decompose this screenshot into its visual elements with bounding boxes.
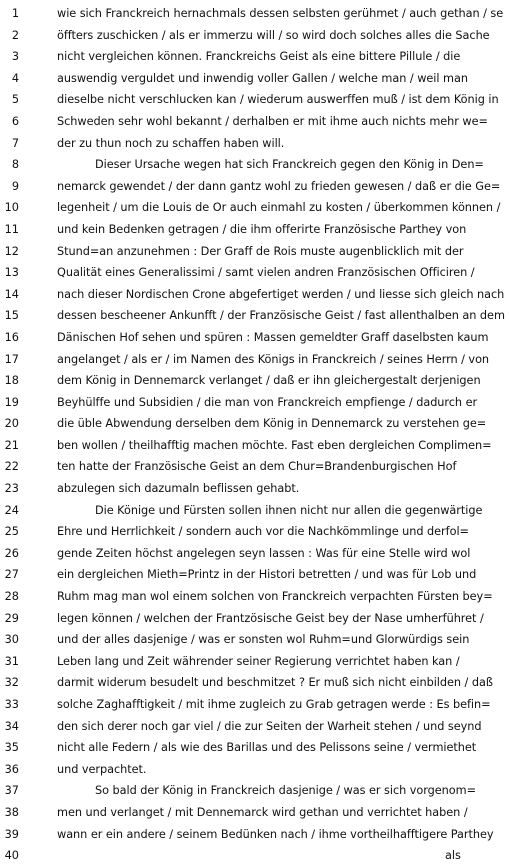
line-number: 37 bbox=[4, 784, 19, 798]
line-number: 21 bbox=[4, 438, 19, 452]
text-line bbox=[0, 845, 509, 867]
line-number: 8 bbox=[11, 158, 19, 172]
line-text: So bald der König in Franckreich dasjenige / was er sich vorgenom= bbox=[95, 784, 477, 798]
line-number: 24 bbox=[4, 503, 19, 517]
line-number: 33 bbox=[4, 698, 19, 711]
text-line bbox=[0, 133, 509, 155]
text-line bbox=[0, 737, 509, 759]
line-text: angelanget / als er / im Namen des Königs in Franckreich / seines Herrn / von bbox=[57, 352, 490, 366]
text-line bbox=[0, 284, 509, 306]
text-line bbox=[0, 802, 509, 824]
text-line bbox=[0, 780, 509, 802]
line-number: 40 bbox=[4, 849, 19, 863]
text-line bbox=[0, 349, 509, 371]
line-number: 10 bbox=[4, 201, 19, 215]
text-line bbox=[0, 759, 509, 781]
line-text: ten hatte der Französische Geist an dem Chur=Brandenburgischen Hof bbox=[57, 460, 457, 474]
line-text: solche Zaghafftigkeit / mit ihme zugleich zu Grab getragen werde : Es befin= bbox=[57, 698, 491, 711]
line-text: Ehre und Herrlichkeit / sondern auch vor die Nachkömmlinge und derfol= bbox=[57, 525, 469, 539]
text-line bbox=[0, 46, 509, 68]
text-line bbox=[0, 305, 509, 327]
text-line bbox=[0, 241, 509, 263]
line-text: nemarck gewendet / der dann gantz wohl zu frieden gewesen / daß er die Ge= bbox=[57, 179, 501, 193]
line-text: Ruhm mag man wol einem solchen von Franckreich verpachten Fürsten bey= bbox=[57, 590, 493, 604]
line-text: und verpachtet. bbox=[57, 762, 147, 776]
line-text: und der alles dasjenige / was er sonsten wol Ruhm=und Glorwürdigs sein bbox=[57, 633, 470, 647]
line-text: dessen bescheener Ankunfft / der Französische Geist / fast allenthalben an dem bbox=[57, 309, 505, 323]
text-line bbox=[0, 3, 509, 25]
line-number: 9 bbox=[11, 179, 19, 193]
text-line bbox=[0, 824, 509, 846]
line-text: nicht alle Federn / als wie des Barillas und des Pelissons seine / vermiethet bbox=[57, 741, 477, 755]
line-number: 13 bbox=[4, 266, 19, 280]
text-line bbox=[0, 25, 509, 47]
text-line bbox=[0, 521, 509, 543]
line-text: dieselbe nicht verschlucken kan / wiederum auswerffen muß / ist dem König in bbox=[57, 93, 499, 107]
text-line bbox=[0, 608, 509, 630]
line-number: 12 bbox=[4, 244, 19, 258]
line-number: 14 bbox=[4, 287, 19, 301]
text-line bbox=[0, 327, 509, 349]
text-line bbox=[0, 219, 509, 241]
line-text: nach dieser Nordischen Crone abgefertiget werden / und liesse sich gleich nach bbox=[57, 287, 505, 301]
text-line bbox=[0, 629, 509, 651]
line-text: ben wollen / theilhafftig machen möchte. Fast eben dergleichen Complimen= bbox=[57, 438, 492, 452]
text-line bbox=[0, 564, 509, 586]
text-line bbox=[0, 392, 509, 414]
text-line bbox=[0, 111, 509, 133]
text-line bbox=[0, 176, 509, 198]
line-text: Stund=an anzunehmen : Der Graff de Rois muste augenblicklich mit der bbox=[57, 244, 464, 258]
text-line bbox=[0, 456, 509, 478]
text-line bbox=[0, 586, 509, 608]
line-number: 20 bbox=[4, 417, 19, 431]
line-number: 18 bbox=[4, 374, 19, 388]
text-line bbox=[0, 651, 509, 673]
line-number: 38 bbox=[4, 805, 19, 819]
line-number: 16 bbox=[4, 330, 19, 344]
line-number: 28 bbox=[4, 590, 19, 604]
line-number: 29 bbox=[4, 611, 19, 625]
line-text: Leben lang und Zeit währender seiner Regierung verrichtet haben kan / bbox=[57, 654, 460, 668]
line-number: 19 bbox=[4, 395, 19, 409]
text-line bbox=[0, 262, 509, 284]
line-number: 25 bbox=[4, 525, 19, 539]
line-text: men und verlanget / mit Dennemarck wird gethan und verrichtet haben / bbox=[57, 805, 468, 819]
line-text: wie sich Franckreich hernachmals dessen selbsten gerühmet / auch gethan / se bbox=[57, 7, 504, 20]
line-text: den sich derer noch gar viel / die zur Seiten der Warheit stehen / und seynd bbox=[57, 719, 482, 733]
text-line bbox=[0, 435, 509, 457]
line-number: 11 bbox=[4, 222, 19, 236]
text-line bbox=[0, 543, 509, 565]
line-text: und kein Bedenken getragen / die ihm offerirte Französische Parthey von bbox=[57, 222, 467, 236]
line-text: legenheit / um die Louis de Or auch einmahl zu kosten / überkommen können / bbox=[57, 201, 501, 215]
text-line bbox=[0, 500, 509, 522]
text-line bbox=[0, 716, 509, 738]
line-text: der zu thun noch zu schaffen haben will. bbox=[57, 136, 285, 150]
line-text: Beyhülffe und Subsidien / die man von Franckreich empfienge / dadurch er bbox=[57, 395, 478, 409]
line-number: 3 bbox=[11, 50, 19, 64]
line-text: auswendig verguldet und inwendig voller Gallen / welche man / weil man bbox=[57, 71, 468, 85]
text-line bbox=[0, 672, 509, 694]
line-number: 5 bbox=[11, 93, 19, 107]
line-number: 35 bbox=[4, 741, 19, 755]
text-line bbox=[0, 89, 509, 111]
text-line bbox=[0, 478, 509, 500]
text-line bbox=[0, 154, 509, 176]
line-text: legen können / welchen der Frantzösische Geist bey der Nase umherführet / bbox=[57, 611, 484, 625]
line-text: ein dergleichen Mieth=Printz in der Histori betretten / und was für Lob und bbox=[57, 568, 477, 582]
line-text: Die Könige und Fürsten sollen ihnen nicht nur allen die gegenwärtige bbox=[95, 503, 483, 517]
text-line bbox=[0, 370, 509, 392]
line-number: 4 bbox=[11, 71, 19, 85]
text-line bbox=[0, 197, 509, 219]
line-number: 22 bbox=[4, 460, 19, 474]
line-number: 34 bbox=[4, 719, 19, 733]
text-line bbox=[0, 694, 509, 716]
line-text: Qualität eines Generalissimi / samt vielen andren Französischen Officiren / bbox=[57, 266, 475, 280]
line-number: 30 bbox=[4, 633, 19, 647]
line-number: 7 bbox=[11, 136, 19, 150]
line-number: 27 bbox=[4, 568, 19, 582]
line-text: Dänischen Hof sehen und spüren : Massen gemeldter Graff daselbsten kaum bbox=[57, 330, 489, 344]
catchword: als bbox=[445, 849, 461, 863]
line-text: gende Zeiten höchst angelegen seyn lassen : Was für eine Stelle wird wol bbox=[57, 546, 471, 560]
line-number: 31 bbox=[4, 654, 19, 668]
line-number: 1 bbox=[11, 7, 19, 20]
line-number: 6 bbox=[11, 114, 19, 128]
line-number: 39 bbox=[4, 827, 19, 841]
text-line bbox=[0, 68, 509, 90]
line-text: Dieser Ursache wegen hat sich Franckreich gegen den König in Den= bbox=[95, 158, 484, 172]
text-line bbox=[0, 413, 509, 435]
line-number: 15 bbox=[4, 309, 19, 323]
line-number: 26 bbox=[4, 546, 19, 560]
line-text: die üble Abwendung derselben dem König in Dennemarck zu verstehen ge= bbox=[57, 417, 487, 431]
line-text: abzulegen sich dazumaln beflissen gehabt. bbox=[57, 482, 300, 496]
line-number: 2 bbox=[11, 28, 19, 42]
line-text: öffters zuschicken / als er immerzu will / so wird doch solches alles die Sache bbox=[57, 28, 490, 42]
line-text: Schweden sehr wohl bekannt / derhalben er mit ihme auch nichts mehr we= bbox=[57, 114, 488, 128]
line-text: darmit widerum besudelt und beschmitzet ? Er muß sich nicht einbilden / daß bbox=[57, 676, 493, 690]
line-number: 17 bbox=[4, 352, 19, 366]
line-text: dem König in Dennemarck verlanget / daß er ihn gleichergestalt derjenigen bbox=[57, 374, 481, 388]
line-number: 23 bbox=[4, 482, 19, 496]
line-text: nicht vergleichen können. Franckreichs Geist als eine bittere Pillule / die bbox=[57, 50, 461, 64]
line-number: 32 bbox=[4, 676, 19, 690]
line-text: wann er ein andere / seinem Bedünken nach / ihme vortheilhafftigere Parthey bbox=[57, 827, 494, 841]
line-number: 36 bbox=[4, 762, 19, 776]
document-page bbox=[0, 3, 509, 867]
